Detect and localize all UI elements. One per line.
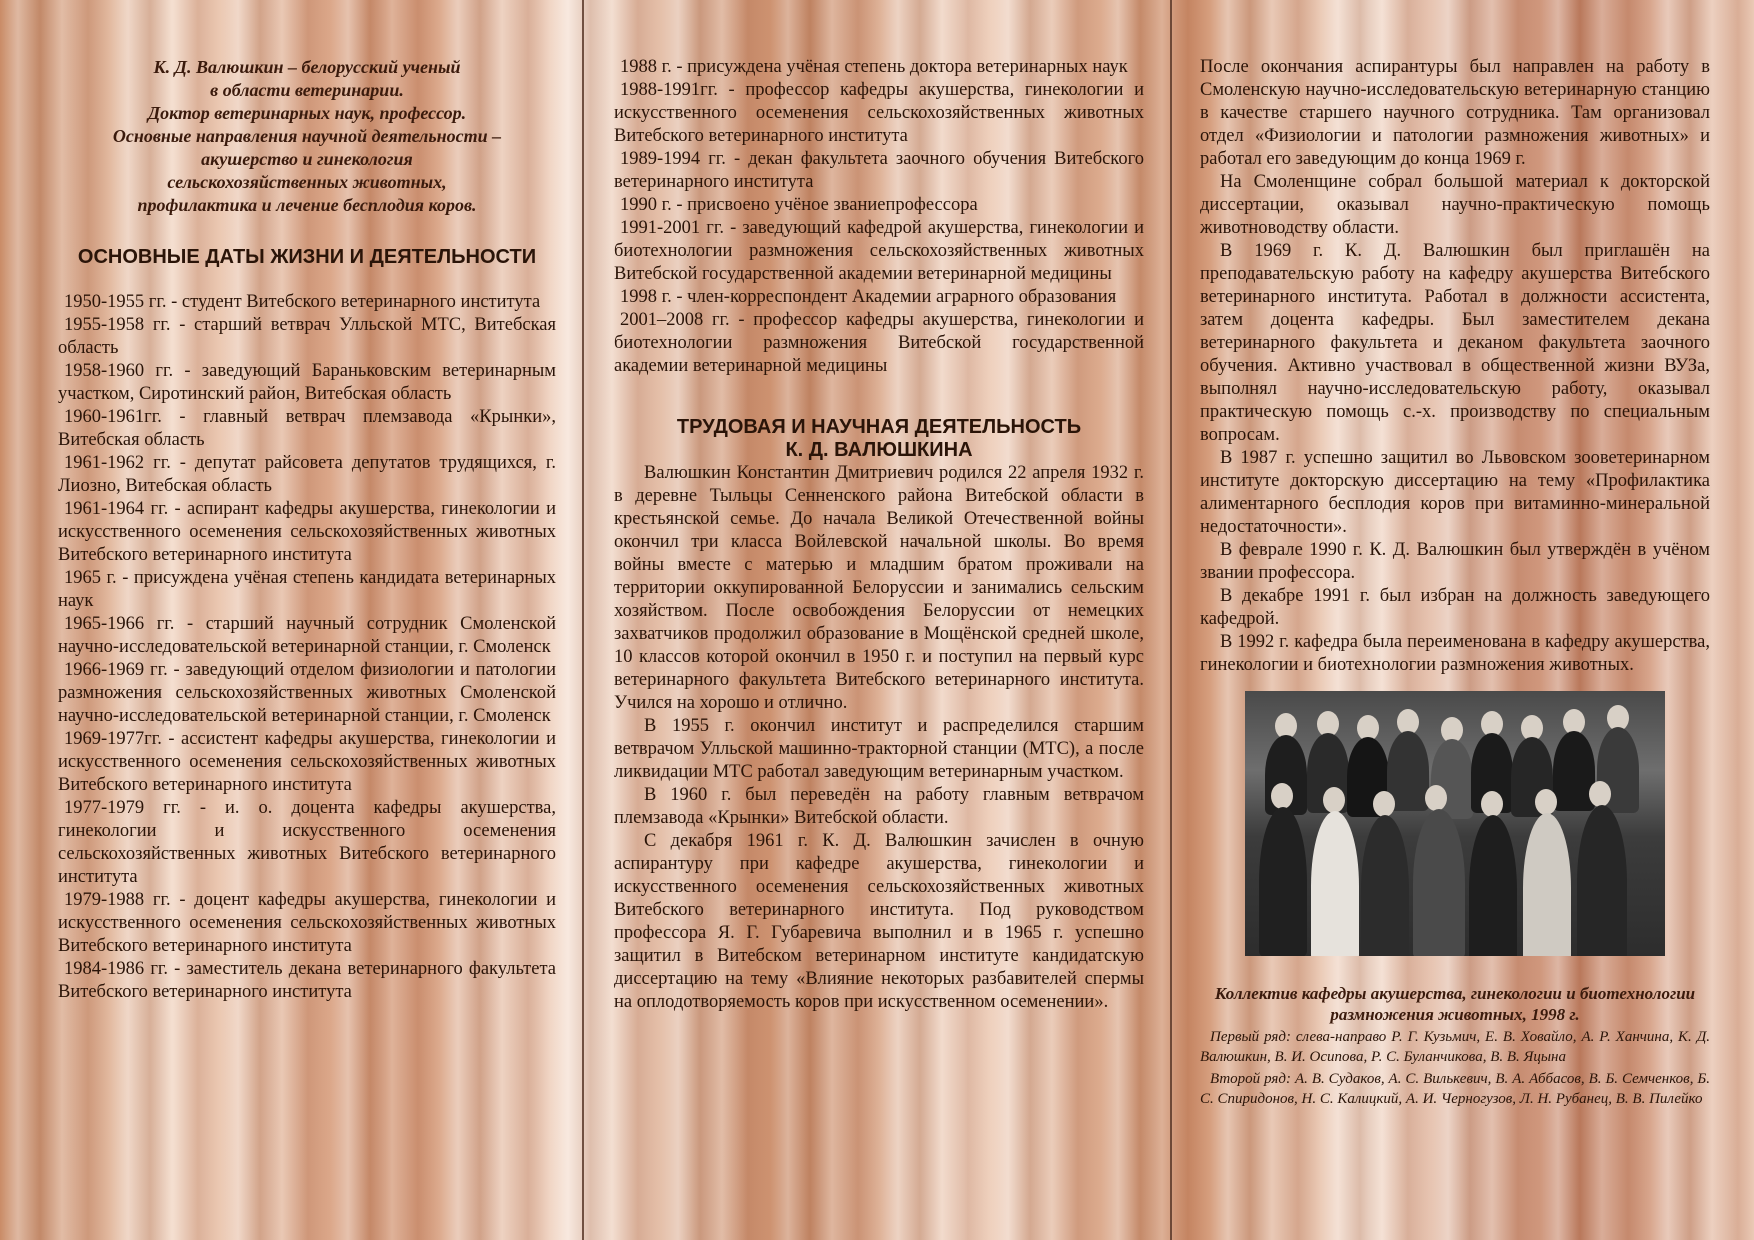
intro-line: акушерство и гинекология [201,149,413,169]
column-left [0,0,582,1240]
intro-line: профилактика и лечение бесплодия коров. [137,195,477,215]
date-entry: 1961-1964 гг. - аспирант кафедры акушерства, гинекологии и искусственного осеменения сельскохозяйственных животных Витебского ветеринарного института [58,499,556,565]
date-entry: 1988 г. - присуждена учёная степень доктора ветеринарных наук [620,57,1128,77]
work-paragraph: В 1992 г. кафедра была переименована в кафедру акушерства, гинекологии и биотехнологии размножения животных. [1200,632,1710,675]
work-paragraph: В 1955 г. окончил институт и распределился старшим ветврачом Улльской машинно-тракторной станции (МТС), а после ликвидации МТС работал заведующим ветеринарным участком. [614,716,1144,782]
date-entry: 1988-1991гг. - профессор кафедры акушерства, гинекологии и искусственного осеменения сельскохозяйственных животных Витебского ветеринарного института [614,80,1144,146]
date-entry: 1950-1955 гг. - студент Витебского ветеринарного института [64,292,541,312]
work-paragraph: С декабря 1961 г. К. Д. Валюшкин зачислен в очную аспирантуру при кафедре акушерства, гинекологии и искусственного осеменения сельскохозяйственных животных Витебского ветеринарного института. Под руководством профессора Я. Г. Губаревича выполнил и в 1965 г. успешно защитил в Витебском ветеринарном институте кандидатскую диссертацию на тему «Влияние некоторых разбавителей спермы на оплодотворяемость коров при искусственном осеменении». [614,831,1144,1012]
date-entry: 1977-1979 гг. - и. о. доцента кафедры акушерства, гинекологии и искусственного осеменения сельскохозяйственных животных Витебского ветеринарного института [58,798,556,887]
work-paragraph: В декабре 1991 г. был избран на должность заведующего кафедрой. [1200,586,1710,629]
photo-container [1200,691,1710,961]
date-entry: 1979-1988 гг. - доцент кафедры акушерства, гинекологии и искусственного осеменения сельскохозяйственных животных Витебского ветеринарного института [58,890,556,956]
date-entry: 1965-1966 гг. - старший научный сотрудник Смоленской научно-исследовательской ветеринарной станции, г. Смоленск [58,614,556,657]
work-paragraph: На Смоленщине собрал большой материал к докторской диссертации, оказывал научно-практическую помощь животноводству области. [1200,172,1710,238]
work-heading-line: ТРУДОВАЯ И НАУЧНАЯ ДЕЯТЕЛЬНОСТЬ [676,416,1082,438]
work-paragraph: В 1969 г. К. Д. Валюшкин был приглашён на преподавательскую работу на кафедру акушерства Витебского ветеринарного института. Работал в должности ассистента, затем доцента кафедры. Был заместителем декана ветеринарного факультета и деканом факультета заочного обучения. Активно участвовал в общественной жизни ВУЗа, выполнял научно-исследовательскую работу, оказывал практическую помощь с.-х. производству по специальным вопросам. [1200,241,1710,445]
intro-line: сельскохозяйственных животных, [167,172,447,192]
intro-line: Основные направления научной деятельности – [112,126,502,146]
date-entry: 1966-1969 гг. - заведующий отделом физиологии и патологии размножения сельскохозяйственных животных Смоленской научно-исследовательской ветеринарной станции, г. Смоленск [58,660,556,726]
date-entry: 2001–2008 гг. - профессор кафедры акушерства, гинекологии и биотехнологии размножения Витебской государственной академии ветеринарной медицины [614,310,1144,376]
work-paragraph: Валюшкин Константин Дмитриевич родился 22 апреля 1932 г. в деревне Тыльцы Сенненского района Витебской области в крестьянской семье. До начала Великой Отечественной войны окончил три класса Войлевской начальной школы. Во время войны вместе с матерью и младшим братом проживали на территории оккупированной Белоруссии и занимались сельским хозяйством. После освобождения Белоруссии от немецких захватчиков продолжил образование в Мощёнской средней школе, 10 классов которой окончил в 1950 г. и поступил на первый курс ветеринарного факультета Витебского ветеринарного института. Учился на хорошо и отлично. [614,463,1144,713]
date-entry: 1984-1986 гг. - заместитель декана ветеринарного факультета Витебского ветеринарного института [58,959,556,1002]
column-middle [584,0,1170,1240]
work-paragraph: В 1987 г. успешно защитил во Львовском зооветеринарном институте докторскую диссертацию на тему «Профилактика алиментарного бесплодия коров при витаминно-минеральной недостаточности». [1200,448,1710,537]
date-entry: 1965 г. - присуждена учёная степень кандидата ветеринарных наук [58,568,556,611]
work-text-col2 [614,462,1144,1014]
work-paragraph: После окончания аспирантуры был направлен на работу в Смоленскую научно-исследовательскую ветеринарную станцию в качестве старшего научного сотрудника. Там организовал отдел «Физиологии и патологии размножения животных» и работал его заведующим до конца 1969 г. [1200,57,1710,169]
date-entry: 1961-1962 гг. - депутат райсовета депутатов трудящихся, г. Лиозно, Витебская область [58,453,556,496]
date-entry: 1960-1961гг. - главный ветврач племзавода «Крынки», Витебская область [58,407,556,450]
intro-line: в области ветеринарии. [210,80,404,100]
work-paragraph: В 1960 г. был переведён на работу главным ветврачом племзавода «Крынки» Витебской области. [614,785,1144,828]
date-entry: 1990 г. - присвоено учёное званиепрофессора [620,195,978,215]
date-entry: 1969-1977гг. - ассистент кафедры акушерства, гинекологии и искусственного осеменения сельскохозяйственных животных Витебского ветеринарного института [58,729,556,795]
work-text-col3 [1200,56,1710,677]
photo-caption-row1: Первый ряд: слева-направо Р. Г. Кузьмич, Е. В. Ховайло, А. Р. Ханчина, К. Д. Валюшкин, В. И. Осипова, Р. С. Буланчикова, В. В. Яцына [1200,1029,1710,1065]
date-entry: 1958-1960 гг. - заведующий Бараньковским ветеринарным участком, Сиротинский район, Витебская область [58,361,556,404]
intro-block [58,56,556,217]
date-entry: 1955-1958 гг. - старший ветврач Улльской МТС, Витебская область [58,315,556,358]
date-entry: 1989-1994 гг. - декан факультета заочного обучения Витебского ветеринарного института [614,149,1144,192]
date-entry: 1991-2001 гг. - заведующий кафедрой акушерства, гинекологии и биотехнологии размножения сельскохозяйственных животных Витебской государственной академии ветеринарной медицины [614,218,1144,284]
work-heading-line: К. Д. ВАЛЮШКИНА [785,439,973,461]
work-paragraph: В феврале 1990 г. К. Д. Валюшкин был утверждён в учёном звании профессора. [1200,540,1710,583]
dates-list-col1 [58,291,556,1004]
column-right [1172,0,1754,1240]
photo-caption-title: Коллектив кафедры акушерства, гинекологии и биотехнологии размножения животных, 1998 г. [1214,984,1696,1024]
intro-line: Доктор ветеринарных наук, профессор. [147,103,467,123]
date-entry: 1998 г. - член-корреспондент Академии аграрного образования [620,287,1117,307]
intro-line: К. Д. Валюшкин – белорусский ученый [153,57,461,77]
work-heading [614,416,1144,462]
group-photo [1245,691,1665,956]
dates-list-col2 [614,56,1144,378]
dates-heading: ОСНОВНЫЕ ДАТЫ ЖИЗНИ И ДЕЯТЕЛЬНОСТИ [77,246,537,268]
photo-caption-row2: Второй ряд: А. В. Судаков, А. С. Вилькевич, В. А. Аббасов, В. Б. Семченков, Б. С. Спиридонов, Н. С. Калицкий, А. И. Черногузов, Л. Н. Рубанец, В. В. Пилейко [1200,1071,1710,1107]
